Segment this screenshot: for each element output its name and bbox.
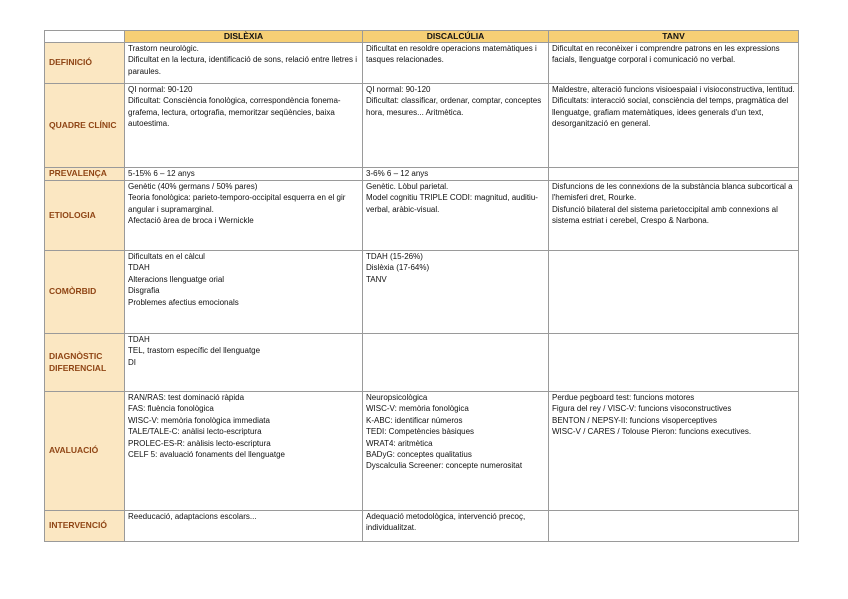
cell-line: Disgrafia [128,286,160,296]
row-label: DIAGNÒSTIC DIFERENCIAL [45,334,125,392]
cell-line: Model cognitiu TRIPLE CODI: magnitud, auditiu-verbal, aràbic-visual. [366,193,538,214]
cell-tanv [549,168,799,181]
header-tanv: TANV [549,31,799,43]
cell-line: Neuropsicològica [366,393,428,402]
cell-line: QI normal: 90-120 [128,85,193,94]
cell-line: WISC-V: memòria fonològica immediata [128,415,270,425]
row-label: DEFINICIÓ [45,43,125,84]
table-row [45,251,799,334]
cell-line: BENTON / NEPSY-II: funcions visoperceptives [552,415,717,425]
cell-line: Dificultat en resoldre operacions matemàtiques i tasques relacionades. [366,44,537,65]
cell-discalculia [363,168,549,181]
cell-tanv [549,84,799,168]
comparison-table [44,30,799,542]
cell-dislexia [125,251,363,334]
cell-line: Trastorn neurològic. [128,44,199,53]
cell-line: Teoria fonològica: parieto-temporo-occipital esquerra en el gir angular i supramarginal. [128,193,346,214]
cell-discalculia [363,334,549,392]
comparison-sheet [44,30,798,542]
cell-tanv [549,334,799,392]
row-label: INTERVENCIÓ [45,511,125,542]
cell-dislexia [125,392,363,511]
row-label: AVALUACIÓ [45,392,125,511]
cell-discalculia [363,251,549,334]
cell-line: CELF 5: avaluació fonaments del llenguatge [128,450,285,460]
cell-line: Dificultat en la lectura, identificació de sons, relació entre lletres i paraules. [128,55,357,76]
cell-line: TDAH [128,335,150,344]
table-row [45,43,799,84]
cell-line: Dificultat en reconèixer i comprendre patrons en les expressions facials, llenguatge corporal i comunicació no verbal. [552,44,780,65]
table-row [45,334,799,392]
cell-tanv [549,511,799,542]
cell-line: Dificultat: classificar, ordenar, comptar, conceptes hora, mesures... Aritmètica. [366,96,542,117]
cell-line: TANV [366,274,387,284]
cell-dislexia [125,334,363,392]
cell-line: Reeducació, adaptacions escolars... [128,512,257,521]
cell-dislexia [125,168,363,181]
cell-line: Dyscalculia Screener: concepte numerositat [366,461,523,471]
cell-dislexia [125,43,363,84]
header-row [45,31,799,43]
cell-line: Dislèxia (17-64%) [366,263,430,273]
cell-tanv [549,392,799,511]
cell-line: Genètic (40% germans / 50% pares) [128,182,258,191]
cell-dislexia [125,181,363,251]
cell-line: 5-15% 6 – 12 anys [128,169,195,178]
cell-line: Genètic. Lòbul parietal. [366,182,449,191]
cell-discalculia [363,511,549,542]
header-corner [45,31,125,43]
cell-discalculia [363,392,549,511]
cell-line: WISC-V: memòria fonològica [366,404,469,414]
cell-line: TALE/TALE-C: anàlisi lecto-escriptura [128,427,262,437]
cell-line: WRAT4: aritmètica [366,438,433,448]
cell-line: QI normal: 90-120 [366,85,431,94]
cell-discalculia [363,43,549,84]
cell-dislexia [125,84,363,168]
cell-line: Disfuncions de les connexions de la substància blanca subcortical a l'hemisferi dret, Rourke. [552,182,793,203]
header-discalculia: DISCALCÚLIA [363,31,549,43]
cell-line: Perdue pegboard test: funcions motores [552,393,695,402]
cell-line: TDAH [128,263,150,273]
cell-line: Alteracions llenguatge orial [128,274,225,284]
cell-line: TDAH (15-26%) [366,252,423,261]
table-row [45,168,799,181]
table-row [45,392,799,511]
cell-line: TEDI: Competències bàsiques [366,427,475,437]
cell-line: TEL, trastorn específic del llenguatge [128,346,261,356]
cell-line: FAS: fluència fonològica [128,404,214,414]
cell-line: Problemes afectius emocionals [128,297,239,307]
row-label: QUADRE CLÍNIC [45,84,125,168]
cell-line: DI [128,357,136,367]
cell-line: K-ABC: identificar números [366,415,463,425]
cell-line: WISC-V / CARES / Tolouse Pieron: funcions executives. [552,427,752,437]
row-label: COMÒRBID [45,251,125,334]
cell-tanv [549,181,799,251]
cell-line: PROLEC-ES-R: anàlisis lecto-escriptura [128,438,271,448]
cell-line: 3-6% 6 – 12 anys [366,169,429,178]
header-dislexia: DISLÈXIA [125,31,363,43]
table-row [45,181,799,251]
cell-tanv [549,251,799,334]
cell-line: Disfunció bilateral del sistema parietoccipital amb connexions al sistema estriat i cerebel, Crespo & Narbona. [552,204,778,226]
cell-tanv [549,43,799,84]
row-label: ETIOLOGIA [45,181,125,251]
table-row [45,84,799,168]
cell-line: Figura del rey / VISC-V: funcions visoconstructives [552,404,732,414]
cell-line: Afectació àrea de broca i Wernickle [128,216,254,226]
table-row [45,511,799,542]
row-label: PREVALENÇA [45,168,125,181]
cell-discalculia [363,181,549,251]
cell-line: Dificultat: Consciència fonològica, correspondència fonema-grafema, lectura, ortografia, memoritzar seqüències, baixa autoestima. [128,96,341,129]
cell-line: Maldestre, alteració funcions visioespaial i visioconstructiva, lentitud. Dificultats: interacció social, consciència del temps, pragmàtica del llenguatge, grafiam matemàtiques, idees generals d'un text, desorganització en general. [552,85,795,129]
cell-discalculia [363,84,549,168]
cell-line: RAN/RAS: test dominació ràpida [128,393,245,402]
cell-line: Dificultats en el càlcul [128,252,205,261]
cell-line: BADyG: conceptes qualitatius [366,450,472,460]
cell-line: Adequació metodològica, intervenció precoç, individualitzat. [366,512,526,533]
cell-dislexia [125,511,363,542]
